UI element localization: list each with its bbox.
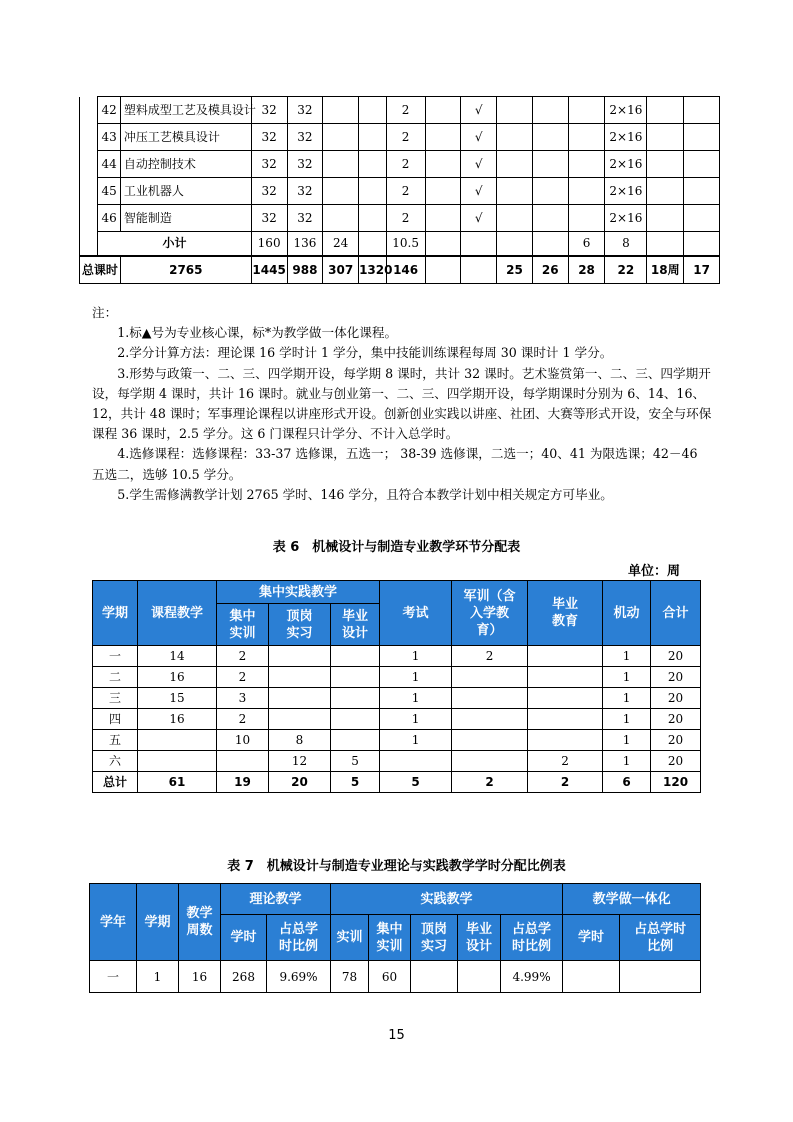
course-cell-s4: 2×16	[605, 205, 647, 232]
note-item: 2.学分计算方法：理论课 16 学时计 1 学分，集中技能训练课程每周 30 课时计 1 学分。	[117, 345, 613, 361]
t6-cell-concentrated: 2	[217, 646, 269, 667]
table-row	[93, 730, 701, 751]
t6-cell-exam	[380, 751, 452, 772]
course-cell-check: √	[461, 124, 497, 151]
t7-header-practice-ratio: 占总学时比例	[501, 915, 563, 961]
row-margin-cell	[80, 178, 98, 205]
course-cell-exam	[425, 124, 461, 151]
table-row	[90, 961, 701, 993]
t6-cell-term: 二	[93, 667, 138, 688]
course-cell-s4: 2×16	[605, 151, 647, 178]
t7-cell-theory_hours: 268	[221, 961, 267, 993]
table-row	[80, 151, 720, 178]
course-number: 45	[98, 178, 120, 205]
course-cell-s1	[497, 205, 533, 232]
t6-cell-course: 16	[138, 709, 217, 730]
course-cell-practice2	[359, 97, 387, 124]
t7-header-int-ratio: 占总学时比例	[620, 915, 701, 961]
course-cell-s3	[568, 124, 605, 151]
course-name: 智能制造	[120, 205, 251, 232]
subtotal-cell-s5	[647, 232, 684, 256]
course-name: 自动控制技术	[120, 151, 251, 178]
t7-cell-int_hours	[563, 961, 620, 993]
course-cell-theory: 32	[287, 124, 323, 151]
course-cell-practice2	[359, 124, 387, 151]
t6-cell-flex: 1	[603, 730, 651, 751]
t7-header-int-hours: 学时	[563, 915, 620, 961]
t6-cell-grad_edu	[528, 667, 603, 688]
t6-cell-military: 2	[452, 646, 528, 667]
grand-total-cell-credit: 146	[386, 256, 425, 284]
grand-total-cell-s1: 25	[497, 256, 533, 284]
course-cell-practice	[323, 151, 359, 178]
course-cell-total: 32	[251, 205, 287, 232]
course-cell-total: 32	[251, 151, 287, 178]
subtotal-cell-s2	[532, 232, 568, 256]
t6-header-graduation-edu: 毕业教育	[528, 581, 603, 646]
t6-cell-term: 四	[93, 709, 138, 730]
t6-cell-concentrated: 2	[217, 667, 269, 688]
t6-header-term: 学期	[93, 581, 138, 646]
subtotal-cell-exam	[425, 232, 461, 256]
table-row	[93, 646, 701, 667]
note-item: 5.学生需修满教学计划 2765 学时、146 学分，且符合本教学计划中相关规定方可毕业。	[117, 486, 613, 502]
table-row	[80, 205, 720, 232]
t6-cell-grad_edu	[528, 688, 603, 709]
course-cell-credit: 2	[386, 151, 425, 178]
course-cell-s6	[684, 151, 720, 178]
t6-cell-total: 20	[651, 709, 701, 730]
page-number: 15	[388, 1028, 405, 1043]
course-cell-s3	[568, 151, 605, 178]
table-row	[93, 688, 701, 709]
t6-cell-design	[331, 709, 380, 730]
t7-cell-year: 一	[90, 961, 137, 993]
course-cell-s5	[647, 124, 684, 151]
t6-header-flexible: 机动	[603, 581, 651, 646]
t6-header-practice-group: 集中实践教学	[217, 581, 380, 604]
t6-cell-military	[452, 688, 528, 709]
t6-cell-military	[452, 730, 528, 751]
course-cell-s5	[647, 97, 684, 124]
t6-cell-military	[452, 709, 528, 730]
t6-cell-concentrated: 3	[217, 688, 269, 709]
t6-total-internship: 20	[269, 772, 331, 793]
subtotal-row	[80, 232, 720, 256]
table6-caption: 表 6 机械设计与制造专业教学环节分配表	[272, 540, 521, 555]
course-cell-s1	[497, 124, 533, 151]
t6-cell-course	[138, 730, 217, 751]
t7-header-theory-group: 理论教学	[221, 884, 331, 915]
course-cell-s2	[532, 151, 568, 178]
subtotal-cell-s1	[497, 232, 533, 256]
course-cell-theory: 32	[287, 97, 323, 124]
course-cell-total: 32	[251, 178, 287, 205]
t7-header-design: 毕业设计	[458, 915, 501, 961]
t6-cell-design: 5	[331, 751, 380, 772]
t6-cell-internship: 12	[269, 751, 331, 772]
t6-cell-design	[331, 667, 380, 688]
t6-cell-flex: 1	[603, 709, 651, 730]
course-cell-s3	[568, 178, 605, 205]
course-cell-s5	[647, 151, 684, 178]
t6-cell-grad_edu	[528, 709, 603, 730]
t7-header-concentrated: 集中实训	[369, 915, 411, 961]
t7-header-theory-hours: 学时	[221, 915, 267, 961]
course-cell-s2	[532, 205, 568, 232]
t6-cell-total: 20	[651, 730, 701, 751]
t7-cell-theory_ratio: 9.69%	[267, 961, 331, 993]
t6-cell-flex: 1	[603, 688, 651, 709]
t6-total-course: 61	[138, 772, 217, 793]
t6-total-flex: 6	[603, 772, 651, 793]
t6-cell-military	[452, 751, 528, 772]
course-plan-table	[79, 96, 720, 284]
grand-total-label: 总课时	[80, 256, 121, 284]
t7-header-internship: 顶岗实习	[411, 915, 458, 961]
course-cell-theory: 32	[287, 205, 323, 232]
t6-cell-course: 16	[138, 667, 217, 688]
course-cell-practice2	[359, 178, 387, 205]
course-cell-s4: 2×16	[605, 124, 647, 151]
table-row	[93, 751, 701, 772]
t6-header-total: 合计	[651, 581, 701, 646]
t6-cell-design	[331, 646, 380, 667]
course-number: 43	[98, 124, 120, 151]
course-name: 塑料成型工艺及模具设计	[120, 97, 251, 124]
course-cell-total: 32	[251, 97, 287, 124]
course-cell-credit: 2	[386, 205, 425, 232]
t6-cell-term: 六	[93, 751, 138, 772]
table6-unit: 单位：周	[628, 564, 681, 579]
t6-total-term: 总计	[93, 772, 138, 793]
grand-total-cell-s3: 28	[568, 256, 605, 284]
t7-header-theory-ratio: 占总学时比例	[267, 915, 331, 961]
course-cell-check: √	[461, 97, 497, 124]
t6-cell-concentrated: 2	[217, 709, 269, 730]
t6-cell-course	[138, 751, 217, 772]
course-cell-s6	[684, 205, 720, 232]
t6-cell-total: 20	[651, 667, 701, 688]
table-row	[93, 709, 701, 730]
course-cell-total: 32	[251, 124, 287, 151]
t7-cell-practice_ratio: 4.99%	[501, 961, 563, 993]
row-margin-cell	[80, 124, 98, 151]
course-cell-check: √	[461, 151, 497, 178]
table-row	[93, 667, 701, 688]
t7-cell-internship	[411, 961, 458, 993]
t7-header-training: 实训	[331, 915, 369, 961]
course-cell-practice2	[359, 151, 387, 178]
t6-cell-internship: 8	[269, 730, 331, 751]
subtotal-cell-practice2	[359, 232, 387, 256]
t7-cell-int_ratio	[620, 961, 701, 993]
t6-cell-exam: 1	[380, 709, 452, 730]
t6-cell-course: 15	[138, 688, 217, 709]
course-cell-credit: 2	[386, 97, 425, 124]
t6-cell-exam: 1	[380, 646, 452, 667]
t6-total-exam: 5	[380, 772, 452, 793]
course-cell-exam	[425, 97, 461, 124]
subtotal-cell-s6	[684, 232, 720, 256]
subtotal-cell-check	[461, 232, 497, 256]
t6-header-internship: 顶岗实习	[269, 604, 331, 646]
t6-cell-exam: 1	[380, 688, 452, 709]
notes-title: 注：	[92, 305, 118, 320]
table7	[89, 883, 701, 993]
t6-total-row	[93, 772, 701, 793]
course-cell-s3	[568, 97, 605, 124]
t6-cell-flex: 1	[603, 646, 651, 667]
grand-total-cell-total: 1445	[251, 256, 287, 284]
course-cell-theory: 32	[287, 151, 323, 178]
t6-cell-concentrated: 10	[217, 730, 269, 751]
table-row	[80, 178, 720, 205]
note-item: 1.标▲号为专业核心课，标*为教学做一体化课程。	[117, 325, 398, 341]
course-cell-s2	[532, 124, 568, 151]
t6-cell-internship	[269, 709, 331, 730]
table-row	[80, 124, 720, 151]
t6-cell-internship	[269, 667, 331, 688]
course-cell-s6	[684, 97, 720, 124]
table6	[92, 580, 701, 793]
course-cell-exam	[425, 151, 461, 178]
grand-total-cell-s5: 18周	[647, 256, 684, 284]
subtotal-cell-theory: 136	[287, 232, 323, 256]
course-name: 工业机器人	[120, 178, 251, 205]
course-cell-practice	[323, 205, 359, 232]
t6-cell-term: 三	[93, 688, 138, 709]
course-cell-s5	[647, 205, 684, 232]
note-item: 4.选修课程：选修课程：33-37 选修课，五选一； 38-39 选修课，二选一；40、41 为限选课；42－46 五选二，选够 10.5 学分。	[92, 446, 698, 482]
grand-total-cell-exam	[425, 256, 461, 284]
t6-cell-total: 20	[651, 646, 701, 667]
t6-cell-internship	[269, 688, 331, 709]
course-cell-s2	[532, 97, 568, 124]
t7-header-weeks: 教学周数	[179, 884, 221, 961]
note-item: 3.形势与政策一、二、三、四学期开设，每学期 8 课时，共计 32 课时。艺术鉴赏第一、二、三、四学期开设，每学期 4 课时，共计 16 课时。就业与创业第一、二、三、四学期开设，每学期课时分别为 6、14、16、12，共计 48 课时；军事理论课程以讲座形式开设。创新创业实践以讲座、社团、大赛等形式开设，安全与环保课程 36 课时，2.5 学分。这 6 门课程只计学分、不计入总学时。	[92, 365, 712, 442]
t6-cell-design	[331, 730, 380, 751]
grand-total-cell-check	[461, 256, 497, 284]
course-number: 42	[98, 97, 120, 124]
course-cell-s1	[497, 151, 533, 178]
grand-total-cell-theory: 988	[287, 256, 323, 284]
course-cell-practice	[323, 124, 359, 151]
course-cell-theory: 32	[287, 178, 323, 205]
t6-cell-internship	[269, 646, 331, 667]
t6-cell-exam: 1	[380, 667, 452, 688]
row-margin-cell	[80, 97, 98, 124]
course-name: 冲压工艺模具设计	[120, 124, 251, 151]
t6-cell-concentrated	[217, 751, 269, 772]
t6-total-military: 2	[452, 772, 528, 793]
grand-total-cell-s4: 22	[605, 256, 647, 284]
course-cell-exam	[425, 178, 461, 205]
t7-cell-weeks: 16	[179, 961, 221, 993]
t6-cell-grad_edu	[528, 730, 603, 751]
course-cell-s2	[532, 178, 568, 205]
t6-total-grad_edu: 2	[528, 772, 603, 793]
row-margin-cell	[80, 151, 98, 178]
t6-cell-exam: 1	[380, 730, 452, 751]
subtotal-cell-total: 160	[251, 232, 287, 256]
t7-header-integrated-group: 教学做一体化	[563, 884, 701, 915]
subtotal-cell-practice: 24	[323, 232, 359, 256]
grand-total-cell-practice: 307	[323, 256, 359, 284]
t6-total-total: 120	[651, 772, 701, 793]
course-cell-check: √	[461, 205, 497, 232]
row-margin-cell	[80, 205, 98, 232]
t6-cell-military	[452, 667, 528, 688]
course-cell-practice	[323, 97, 359, 124]
subtotal-cell-credit: 10.5	[386, 232, 425, 256]
course-cell-credit: 2	[386, 178, 425, 205]
grand-total-cell-practice2: 1320	[359, 256, 387, 284]
subtotal-cell-s3: 6	[568, 232, 605, 256]
t6-header-graduation-design: 毕业设计	[331, 604, 380, 646]
course-cell-exam	[425, 205, 461, 232]
table-row	[80, 97, 720, 124]
t7-cell-design	[458, 961, 501, 993]
course-cell-s4: 2×16	[605, 97, 647, 124]
grand-total-cell-s2: 26	[532, 256, 568, 284]
course-cell-s3	[568, 205, 605, 232]
t6-header-exam: 考试	[380, 581, 452, 646]
subtotal-label: 小计	[98, 232, 251, 256]
grand-total-hours: 2765	[120, 256, 251, 284]
row-margin-cell	[80, 232, 98, 256]
t6-cell-flex: 1	[603, 667, 651, 688]
course-cell-s1	[497, 178, 533, 205]
course-cell-s5	[647, 178, 684, 205]
course-number: 44	[98, 151, 120, 178]
course-cell-s6	[684, 178, 720, 205]
t6-cell-grad_edu: 2	[528, 751, 603, 772]
t6-total-design: 5	[331, 772, 380, 793]
t6-cell-term: 五	[93, 730, 138, 751]
t6-cell-course: 14	[138, 646, 217, 667]
t6-cell-total: 20	[651, 688, 701, 709]
grand-total-cell-s6: 17	[684, 256, 720, 284]
course-cell-s6	[684, 124, 720, 151]
course-cell-s4: 2×16	[605, 178, 647, 205]
t6-total-concentrated: 19	[217, 772, 269, 793]
subtotal-cell-s4: 8	[605, 232, 647, 256]
t7-cell-concentrated: 60	[369, 961, 411, 993]
course-cell-credit: 2	[386, 124, 425, 151]
course-cell-practice2	[359, 205, 387, 232]
t6-cell-grad_edu	[528, 646, 603, 667]
course-cell-check: √	[461, 178, 497, 205]
course-cell-s1	[497, 97, 533, 124]
notes-section	[92, 303, 712, 505]
table7-caption: 表 7 机械设计与制造专业理论与实践教学学时分配比例表	[227, 859, 566, 874]
t7-cell-training: 78	[331, 961, 369, 993]
t6-cell-flex: 1	[603, 751, 651, 772]
course-number: 46	[98, 205, 120, 232]
grand-total-row	[80, 256, 720, 284]
t6-header-military: 军训（含入学教育）	[452, 581, 528, 646]
t7-header-term: 学期	[137, 884, 179, 961]
course-cell-practice	[323, 178, 359, 205]
t6-header-course: 课程教学	[138, 581, 217, 646]
t6-cell-design	[331, 688, 380, 709]
t6-header-concentrated: 集中实训	[217, 604, 269, 646]
t7-cell-term: 1	[137, 961, 179, 993]
t7-header-practice-group: 实践教学	[331, 884, 563, 915]
t6-cell-total: 20	[651, 751, 701, 772]
t7-header-year: 学年	[90, 884, 137, 961]
t6-cell-term: 一	[93, 646, 138, 667]
